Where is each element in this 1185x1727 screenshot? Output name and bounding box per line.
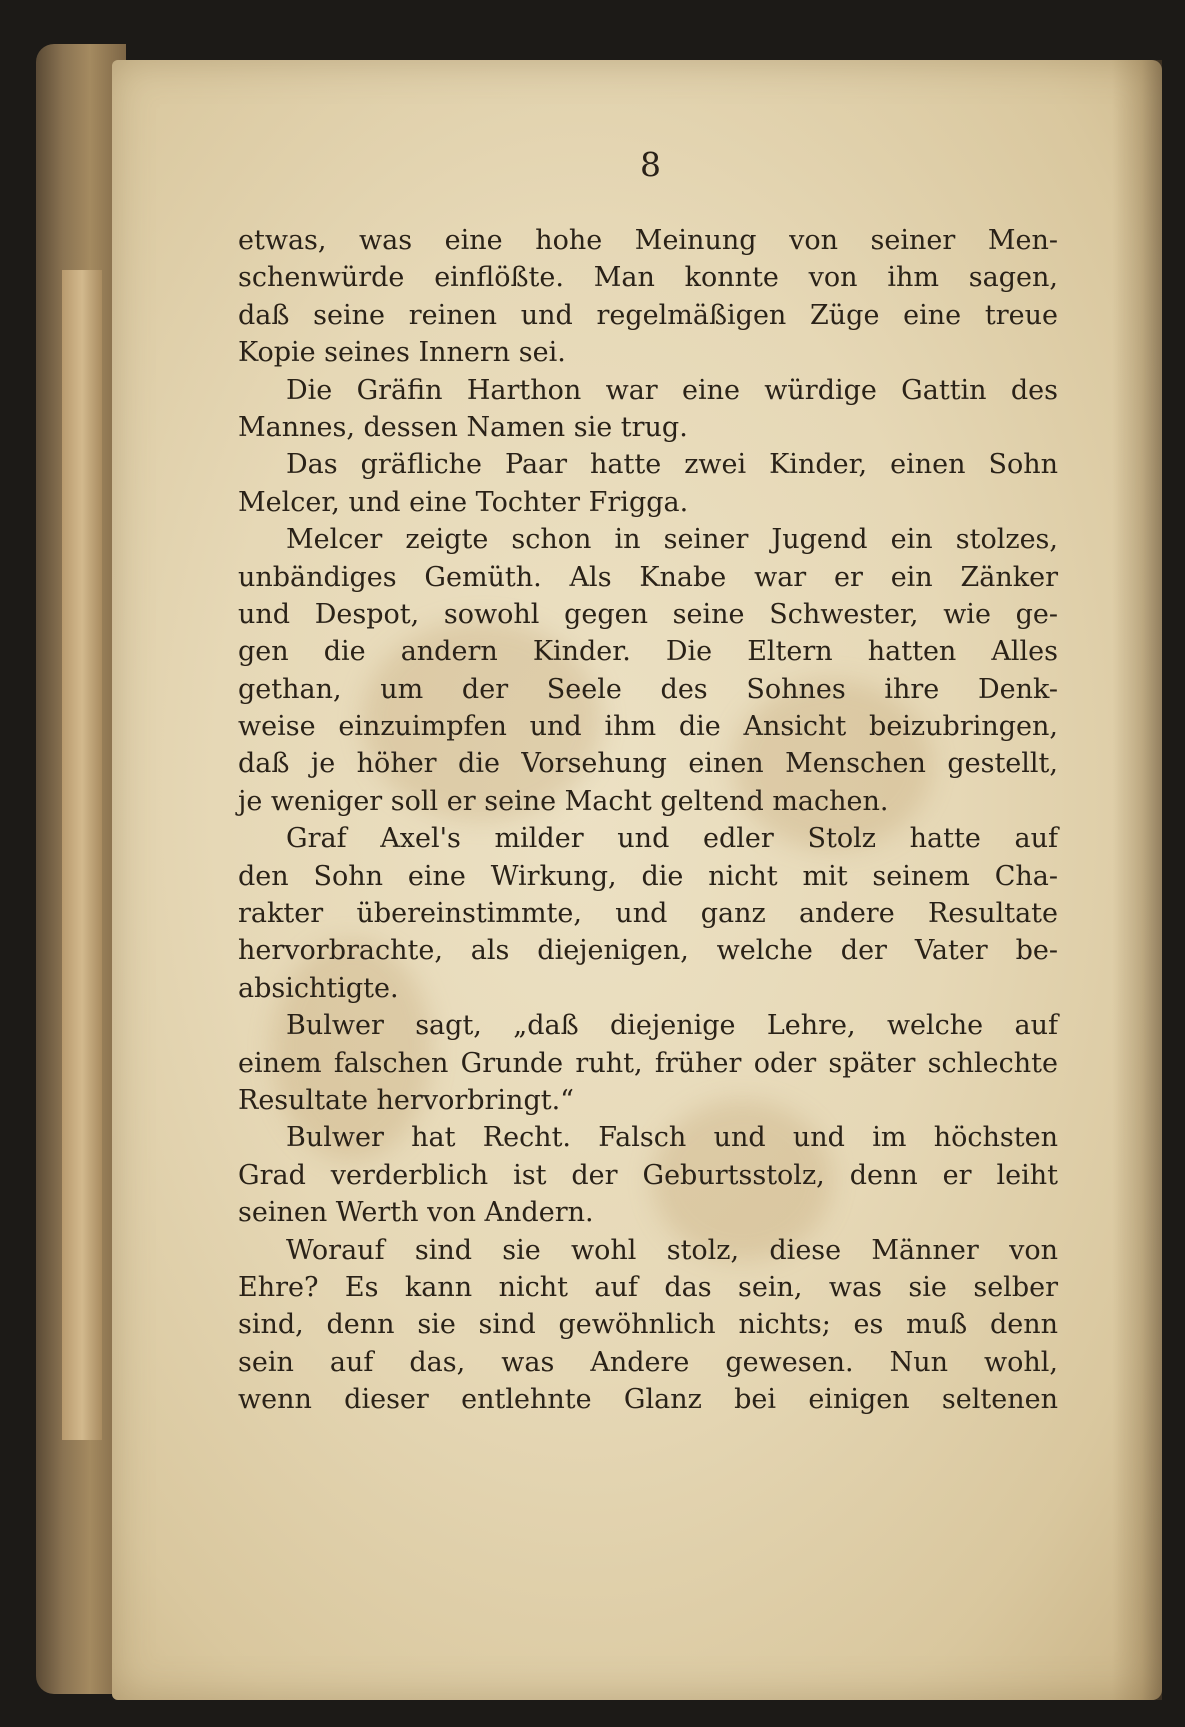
text-line: Kopie seines Innern sei. — [238, 337, 566, 369]
text-line: rakter übereinstimmte, und ganz andere Resultate — [238, 898, 1058, 930]
text-line: sind, denn sie sind gewöhnlich nichts; es muß denn — [238, 1309, 1058, 1341]
text-line: wenn dieser entlehnte Glanz bei einigen seltenen — [238, 1384, 1058, 1416]
text-line: Graf Axel's milder und edler Stolz hatte auf — [286, 823, 1058, 855]
text-line: etwas, was eine hohe Meinung von seiner Men- — [238, 225, 1058, 256]
text-line: daß je höher die Vorsehung einen Menschen gestellt, — [238, 748, 1058, 780]
text-line: daß seine reinen und regelmäßigen Züge eine treue — [238, 299, 1058, 331]
text-line: Das gräfliche Paar hatte zwei Kinder, einen Sohn — [286, 449, 1058, 481]
text-line: und Despot, sowohl gegen seine Schwester, wie ge- — [238, 598, 1058, 630]
text-line: Worauf sind sie wohl stolz, diese Männer von — [286, 1234, 1058, 1266]
text-line: Melcer, und eine Tochter Frigga. — [238, 486, 689, 518]
text-line: Ehre? Es kann nicht auf das sein, was sie selber — [238, 1271, 1058, 1303]
page-number: 8 — [640, 145, 661, 184]
text-line: Mannes, dessen Namen sie trug. — [238, 411, 688, 443]
text-line: seinen Werth von Andern. — [238, 1197, 594, 1229]
page-gutter-shadow — [1112, 60, 1162, 1700]
text-line: gethan, um der Seele des Sohnes ihre Denk- — [238, 673, 1058, 705]
text-line: unbändiges Gemüth. Als Knabe war er ein Zänker — [238, 561, 1058, 593]
text-line: Melcer zeigte schon in seiner Jugend ein stolzes, — [286, 524, 1058, 556]
text-line: schenwürde einflößte. Man konnte von ihm sagen, — [238, 262, 1058, 294]
text-line: gen die andern Kinder. Die Eltern hatten Alles — [238, 636, 1058, 668]
text-line: hervorbrachte, als diejenigen, welche der Vater be- — [238, 935, 1058, 967]
text-line: je weniger soll er seine Macht geltend machen. — [238, 785, 889, 817]
text-line: Bulwer sagt, „daß diejenige Lehre, welche auf — [286, 1010, 1058, 1042]
text-line: Die Gräfin Harthon war eine würdige Gattin des — [286, 374, 1058, 406]
text-line: den Sohn eine Wirkung, die nicht mit seinem Cha- — [238, 860, 1058, 892]
text-line: sein auf das, was Andere gewesen. Nun wohl, — [238, 1346, 1058, 1378]
text-line: absichtigte. — [238, 972, 399, 1004]
text-line: Grad verderblich ist der Geburtsstolz, denn er leiht — [238, 1159, 1058, 1191]
text-line: Bulwer hat Recht. Falsch und und im höchsten — [286, 1122, 1058, 1154]
text-line: weise einzuimpfen und ihm die Ansicht beizubringen, — [238, 711, 1058, 743]
text-line: Resultate hervorbringt.“ — [238, 1084, 574, 1116]
text-line: einem falschen Grunde ruht, früher oder später schlechte — [238, 1047, 1058, 1079]
book-spine-strip — [62, 270, 102, 1440]
body-text — [238, 222, 1058, 1419]
